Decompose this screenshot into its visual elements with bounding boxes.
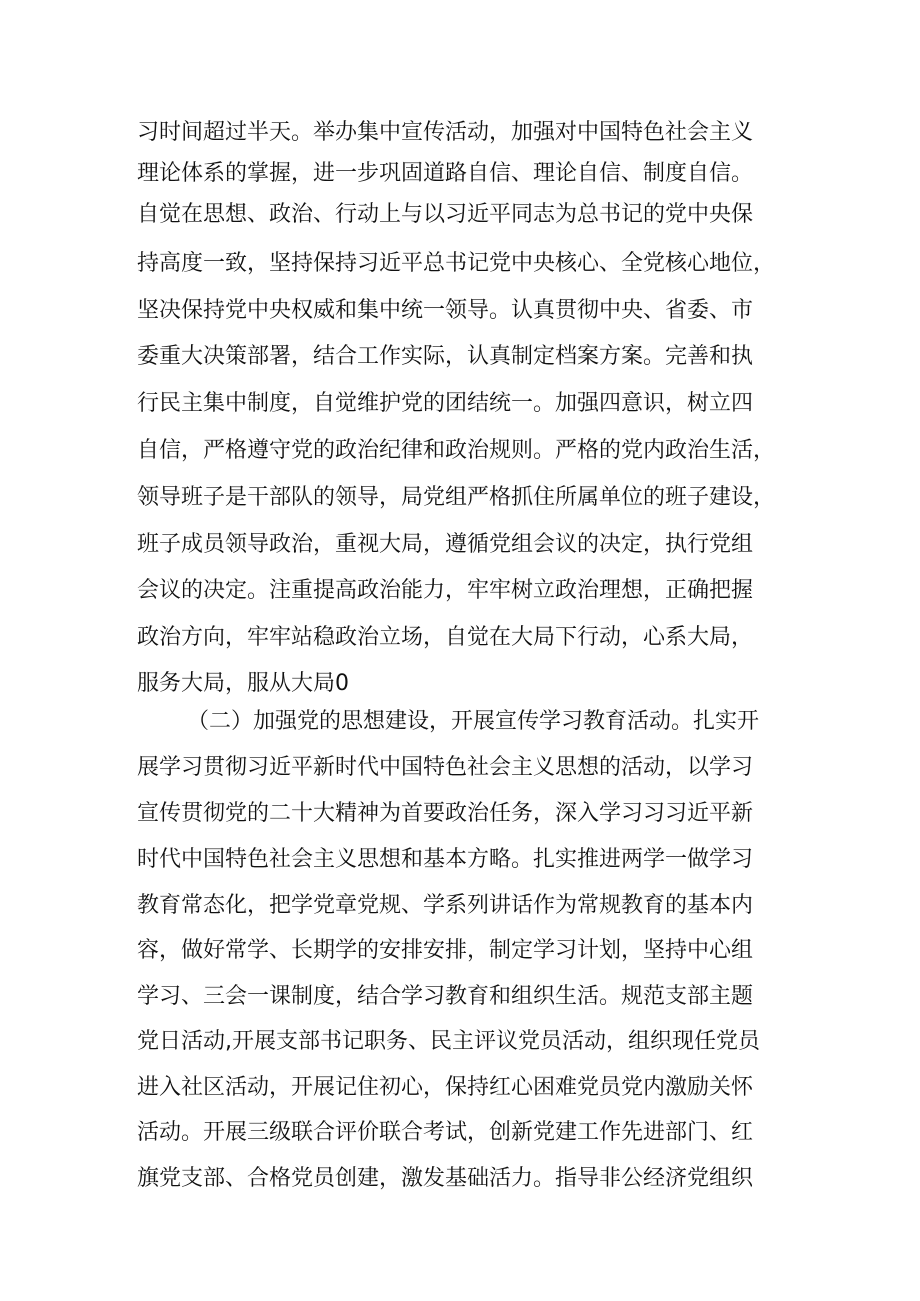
text-line: 展学习贯彻习近平新时代中国特色社会主义思想的活动，以学习 <box>137 755 754 780</box>
text-line: 政治方向，牢牢站稳政治立场，自觉在大局下行动，心系大局， <box>137 625 754 650</box>
text-line: 持高度一致，坚持保持习近平总书记党中央核心、全党核心地位， <box>137 251 776 276</box>
text-line: 党日活动,开展支部书记职务、民主评议党员活动，组织现任党员 <box>137 1029 760 1054</box>
text-line: 宣传贯彻党的二十大精神为首要政治任务，深入学习习习近平新 <box>137 801 754 826</box>
text-line: 学习、三会一课制度，结合学习教育和组织生活。规范支部主题 <box>137 984 754 1009</box>
text-line: 班子成员领导政治，重视大局，遵循党组会议的决定，执行党组 <box>137 532 754 557</box>
text-line: 坚决保持党中央权威和集中统一领导。认真贯彻中央、省委、市 <box>137 298 754 323</box>
text-line: 理论体系的掌握，进一步巩固道路自信、理论自信、制度自信。 <box>137 161 754 186</box>
text-line: 活动。开展三级联合评价联合考试，创新党建工作先进部门、红 <box>137 1120 754 1145</box>
text-line: 进入社区活动，开展记住初心，保持红心困难党员党内激励关怀 <box>137 1075 754 1100</box>
text-line: 习时间超过半天。举办集中宣传活动，加强对中国特色社会主义 <box>137 120 754 145</box>
text-line: 会议的决定。注重提高政治能力，牢牢树立政治理想，正确把握 <box>137 578 754 603</box>
text-line: 自信，严格遵守党的政治纪律和政治规则。严格的党内政治生活， <box>137 438 776 463</box>
text-line: 服务大局，服从大局0 <box>137 671 349 696</box>
text-line: 时代中国特色社会主义思想和基本方略。扎实推进两学一做学习 <box>137 847 754 872</box>
text-line: 教育常态化，把学党章党规、学系列讲话作为常规教育的基本内 <box>137 893 754 918</box>
text-line: 行民主集中制度，自觉维护党的团结统一。加强四意识，树立四 <box>137 391 754 416</box>
text-line: 委重大决策部署，结合工作实际，认真制定档案方案。完善和执 <box>137 344 754 369</box>
text-line: （二）加强党的思想建设，开展宣传学习教育活动。扎实开 <box>187 709 760 734</box>
text-line: 自觉在思想、政治、行动上与以习近平同志为总书记的党中央保 <box>137 202 754 227</box>
text-line: 领导班子是干部队的领导，局党组严格抓住所属单位的班子建设， <box>137 485 776 510</box>
text-line: 旗党支部、合格党员创建，激发基础活力。指导非公经济党组织 <box>137 1166 754 1191</box>
text-line: 容，做好常学、长期学的安排安排，制定学习计划，坚持中心组 <box>137 938 754 963</box>
